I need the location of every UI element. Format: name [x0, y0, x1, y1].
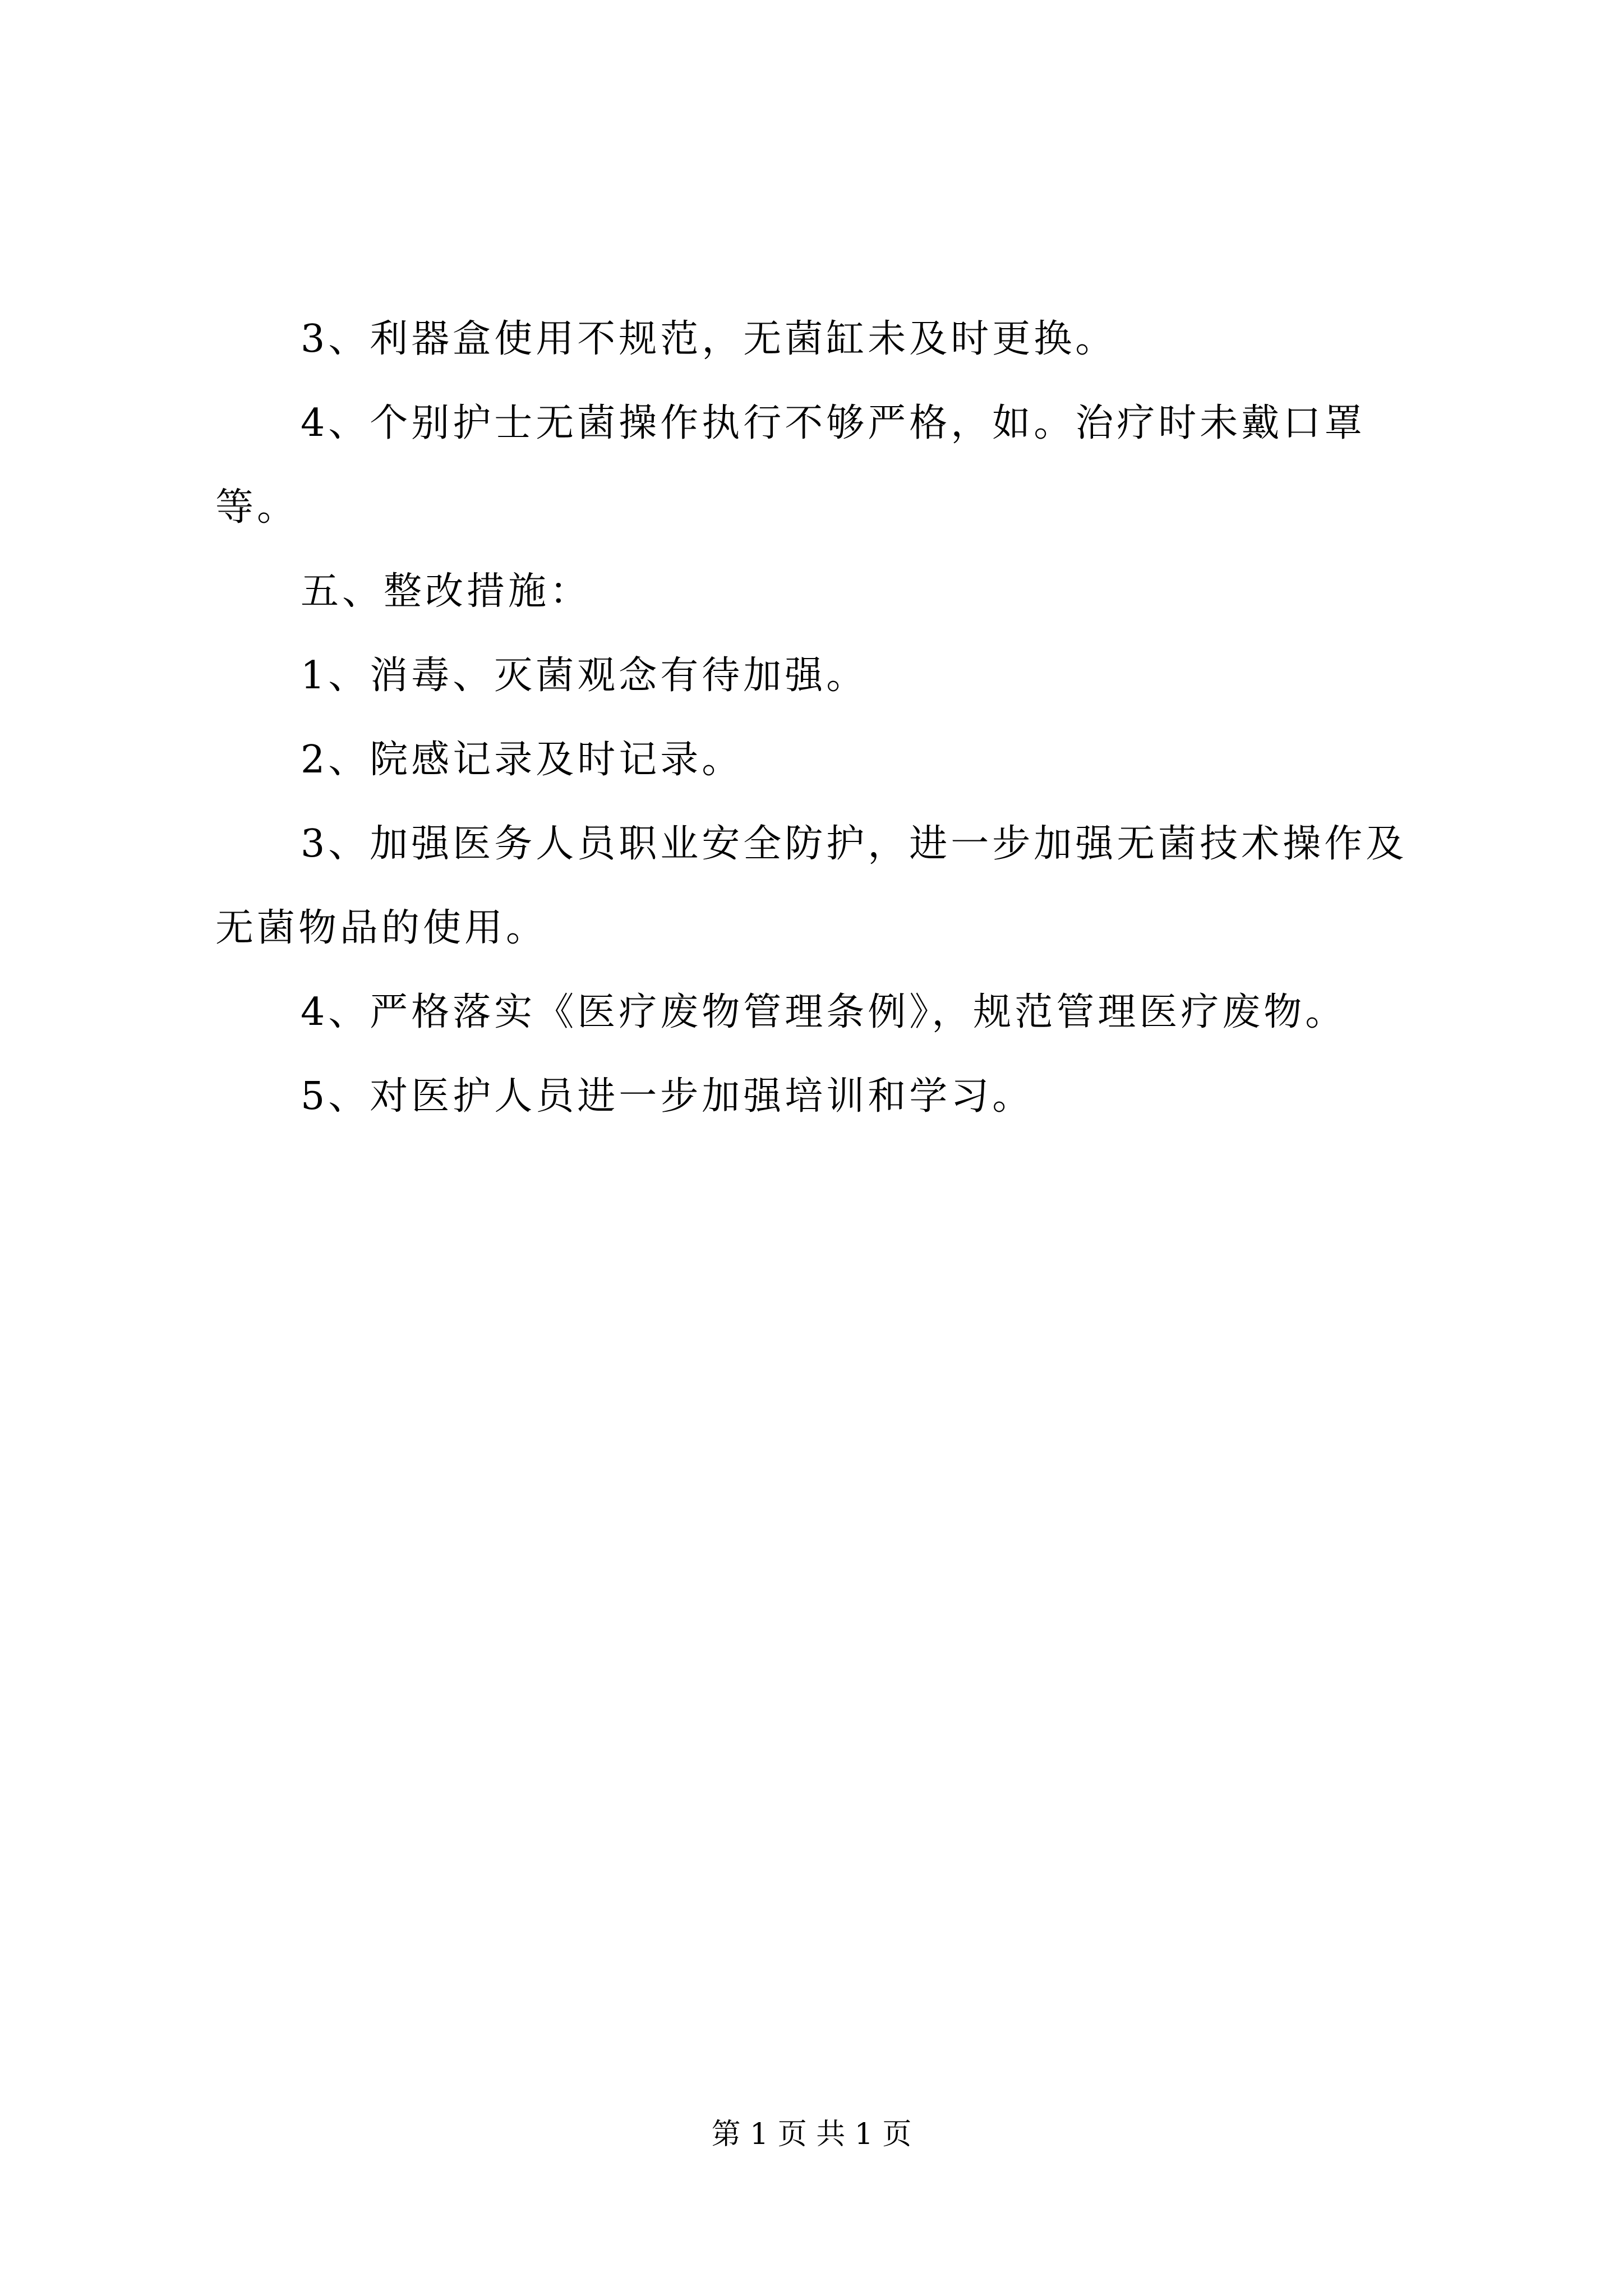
- paragraph-measure-1: 1、消毒、灭菌观念有待加强。: [301, 654, 868, 698]
- paragraph-measure-3: 3、加强医务人员职业安全防护，进一步加强无菌技术操作及无菌物品的使用。: [215, 822, 1408, 950]
- page-number-label: 第 1 页 共 1 页: [711, 2118, 912, 2151]
- paragraph-sharps-box-issue: 3、利器盒使用不规范，无菌缸未及时更换。: [301, 317, 1117, 361]
- paragraph-aseptic-operation-issue: 4、个别护士无菌操作执行不够严格，如。治疗时未戴口罩等。: [215, 401, 1366, 530]
- paragraph-measure-4: 4、严格落实《医疗废物管理条例》，规范管理医疗废物。: [301, 990, 1347, 1034]
- page-footer: [0, 2115, 1623, 2154]
- paragraph-measure-5: 5、对医护人员进一步加强培训和学习。: [301, 1074, 1034, 1119]
- section-heading-rectification: 五、整改措施：: [301, 569, 592, 614]
- paragraph-measure-2: 2、院感记录及时记录。: [301, 738, 744, 782]
